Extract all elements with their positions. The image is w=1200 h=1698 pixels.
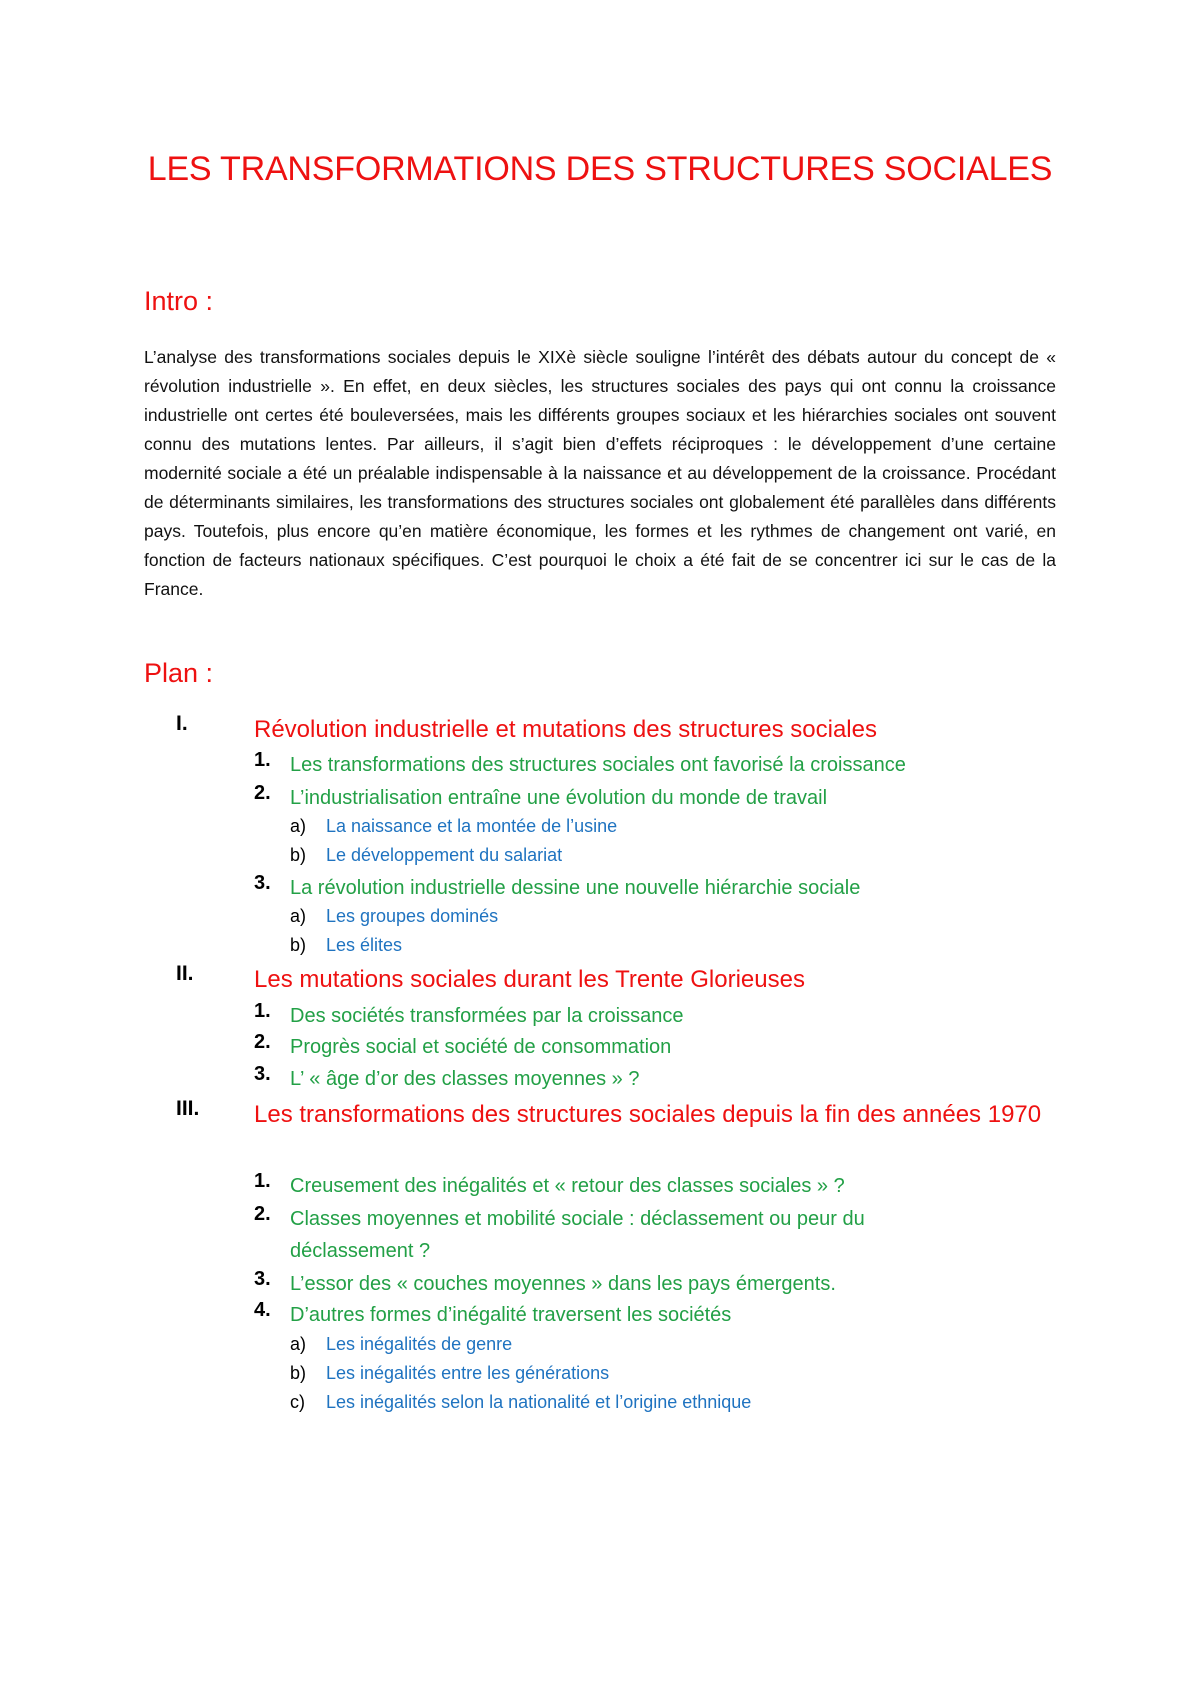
subsection-title: La révolution industrielle dessine une nouvelle hiérarchie sociale — [290, 877, 861, 899]
item-letter: a) — [290, 816, 307, 836]
part-numeral: I. — [176, 712, 188, 735]
subsection-title: Creusement des inégalités et « retour des classes sociales » ? — [290, 1175, 845, 1197]
subsection-title: Les transformations des structures sociales ont favorisé la croissance — [290, 754, 906, 776]
item-title: Les inégalités de genre — [326, 1334, 513, 1354]
item-title: Les élites — [326, 935, 403, 955]
item-letter: c) — [290, 1392, 305, 1412]
subsection-title: Progrès social et société de consommation — [290, 1036, 672, 1058]
subsection-number: 1. — [254, 1000, 271, 1022]
subsection-title: L’ « âge d’or des classes moyennes » ? — [290, 1068, 640, 1090]
item-title: Les groupes dominés — [326, 906, 499, 926]
subsection-number: 2. — [254, 1031, 271, 1053]
intro-heading: Intro : — [144, 286, 214, 316]
subsection-number: 1. — [254, 1170, 271, 1192]
part-numeral: III. — [176, 1097, 200, 1120]
item-title: Les inégalités selon la nationalité et l’origine ethnique — [326, 1392, 752, 1412]
subsection-title: D’autres formes d’inégalité traversent les sociétés — [290, 1304, 732, 1326]
part-title: Les mutations sociales durant les Trente Glorieuses — [254, 966, 805, 993]
item-title: Les inégalités entre les générations — [326, 1363, 610, 1383]
subsection-number: 3. — [254, 1063, 271, 1085]
subsection-number: 3. — [254, 872, 271, 894]
part-title: Les transformations des structures sociales depuis la fin des années 1970 — [254, 1101, 1042, 1128]
subsection-number: 2. — [254, 1203, 271, 1225]
subsection-number: 1. — [254, 749, 271, 771]
item-title: Le développement du salariat — [326, 845, 563, 865]
document-title: LES TRANSFORMATIONS DES STRUCTURES SOCIALES — [147, 150, 1053, 188]
item-title: La naissance et la montée de l’usine — [326, 816, 618, 836]
subsection-title: L’industrialisation entraîne une évolution du monde de travail — [290, 787, 828, 809]
part-numeral: II. — [176, 962, 194, 985]
subsection-title: Des sociétés transformées par la croissance — [290, 1005, 684, 1027]
item-letter: a) — [290, 1334, 307, 1354]
subsection-title: Classes moyennes et mobilité sociale : déclassement ou peur du déclassement ? — [290, 1208, 865, 1262]
plan-heading: Plan : — [144, 658, 214, 688]
item-letter: b) — [290, 845, 307, 865]
subsection-number: 4. — [254, 1299, 271, 1321]
item-letter: a) — [290, 906, 307, 926]
intro-paragraph: L’analyse des transformations sociales depuis le XIXè siècle souligne l’intérêt des débats autour du concept de « révolution industrielle ». En effet, en deux siècles, les structures sociales des pays qui ont connu la croissance industrielle ont certes été bouleversées, mais les différents groupes sociaux et les hiérarchies sociales ont souvent connu des mutations lentes. Par ailleurs, il s’agit bien d’effets réciproques : le développement d’une certaine modernité sociale a été un préalable indispensable à la naissance et au développement de la croissance. Procédant de déterminants similaires, les transformations des structures sociales ont globalement été parallèles dans différents pays. Toutefois, plus encore qu’en matière économique, les formes et les rythmes de changement ont varié, en fonction de facteurs nationaux spécifiques. C’est pourquoi le choix a été fait de se concentrer ici sur le cas de la France. — [144, 347, 1056, 599]
item-letter: b) — [290, 1363, 307, 1383]
subsection-number: 2. — [254, 782, 271, 804]
subsection-number: 3. — [254, 1268, 271, 1290]
item-letter: b) — [290, 935, 307, 955]
part-title: Révolution industrielle et mutations des structures sociales — [254, 716, 877, 743]
subsection-title: L’essor des « couches moyennes » dans les pays émergents. — [290, 1273, 836, 1295]
